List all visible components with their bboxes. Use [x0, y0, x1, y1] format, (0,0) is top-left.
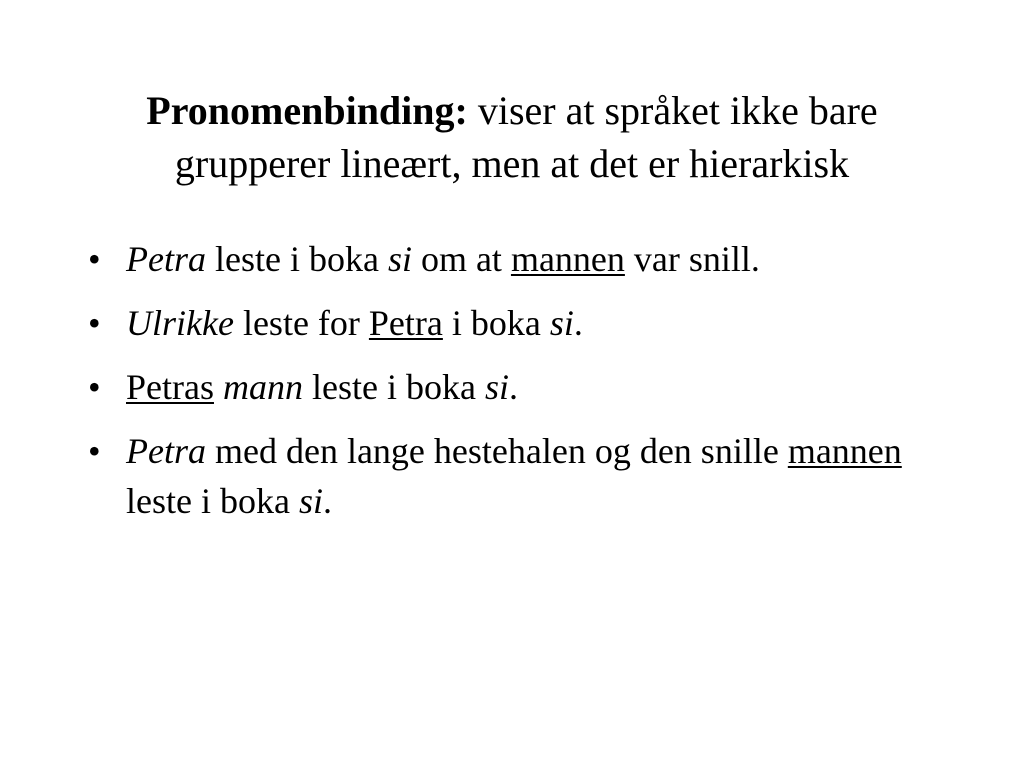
text-plain: leste i boka: [126, 481, 299, 521]
text-plain: i boka: [442, 303, 550, 343]
text-underlined: Petras: [126, 367, 214, 407]
bullet-list: [88, 234, 968, 540]
text-plain: med den lange hestehalen og den snille: [205, 431, 788, 471]
text-plain: .: [573, 303, 583, 343]
text-italic: si: [298, 481, 323, 521]
bullet-icon: •: [88, 303, 101, 343]
bullet-item-1: [88, 234, 968, 284]
title-lead: Pronomenbinding:: [146, 88, 468, 133]
bullet-icon: •: [88, 239, 101, 279]
text-plain: leste for: [233, 303, 369, 343]
text-italic: mann: [222, 367, 303, 407]
text-plain: om at: [411, 239, 511, 279]
text-underlined: mannen: [510, 239, 625, 279]
text-italic: si: [484, 367, 509, 407]
bullet-item-3: [88, 362, 968, 412]
title-line1-rest: viser at språket ikke bare: [467, 88, 878, 133]
text-underlined: mannen: [787, 431, 902, 471]
bullet-icon: •: [88, 367, 101, 407]
text-italic: Petra: [126, 239, 206, 279]
text-plain: var snill.: [624, 239, 760, 279]
bullet-icon: •: [88, 431, 101, 471]
bullet-item-4: [88, 426, 968, 526]
text-plain: [214, 367, 223, 407]
text-italic: Petra: [126, 431, 206, 471]
slide-title: [60, 84, 964, 190]
text-plain: .: [322, 481, 332, 521]
text-plain: .: [508, 367, 518, 407]
bullet-item-2: [88, 298, 968, 348]
text-italic: si: [387, 239, 412, 279]
text-italic: si: [549, 303, 574, 343]
text-underlined: Petra: [368, 303, 443, 343]
text-italic: Ulrikke: [126, 303, 234, 343]
title-line2: grupperer lineært, men at det er hierarkisk: [174, 141, 850, 186]
text-plain: leste i boka: [205, 239, 388, 279]
text-plain: leste i boka: [302, 367, 485, 407]
